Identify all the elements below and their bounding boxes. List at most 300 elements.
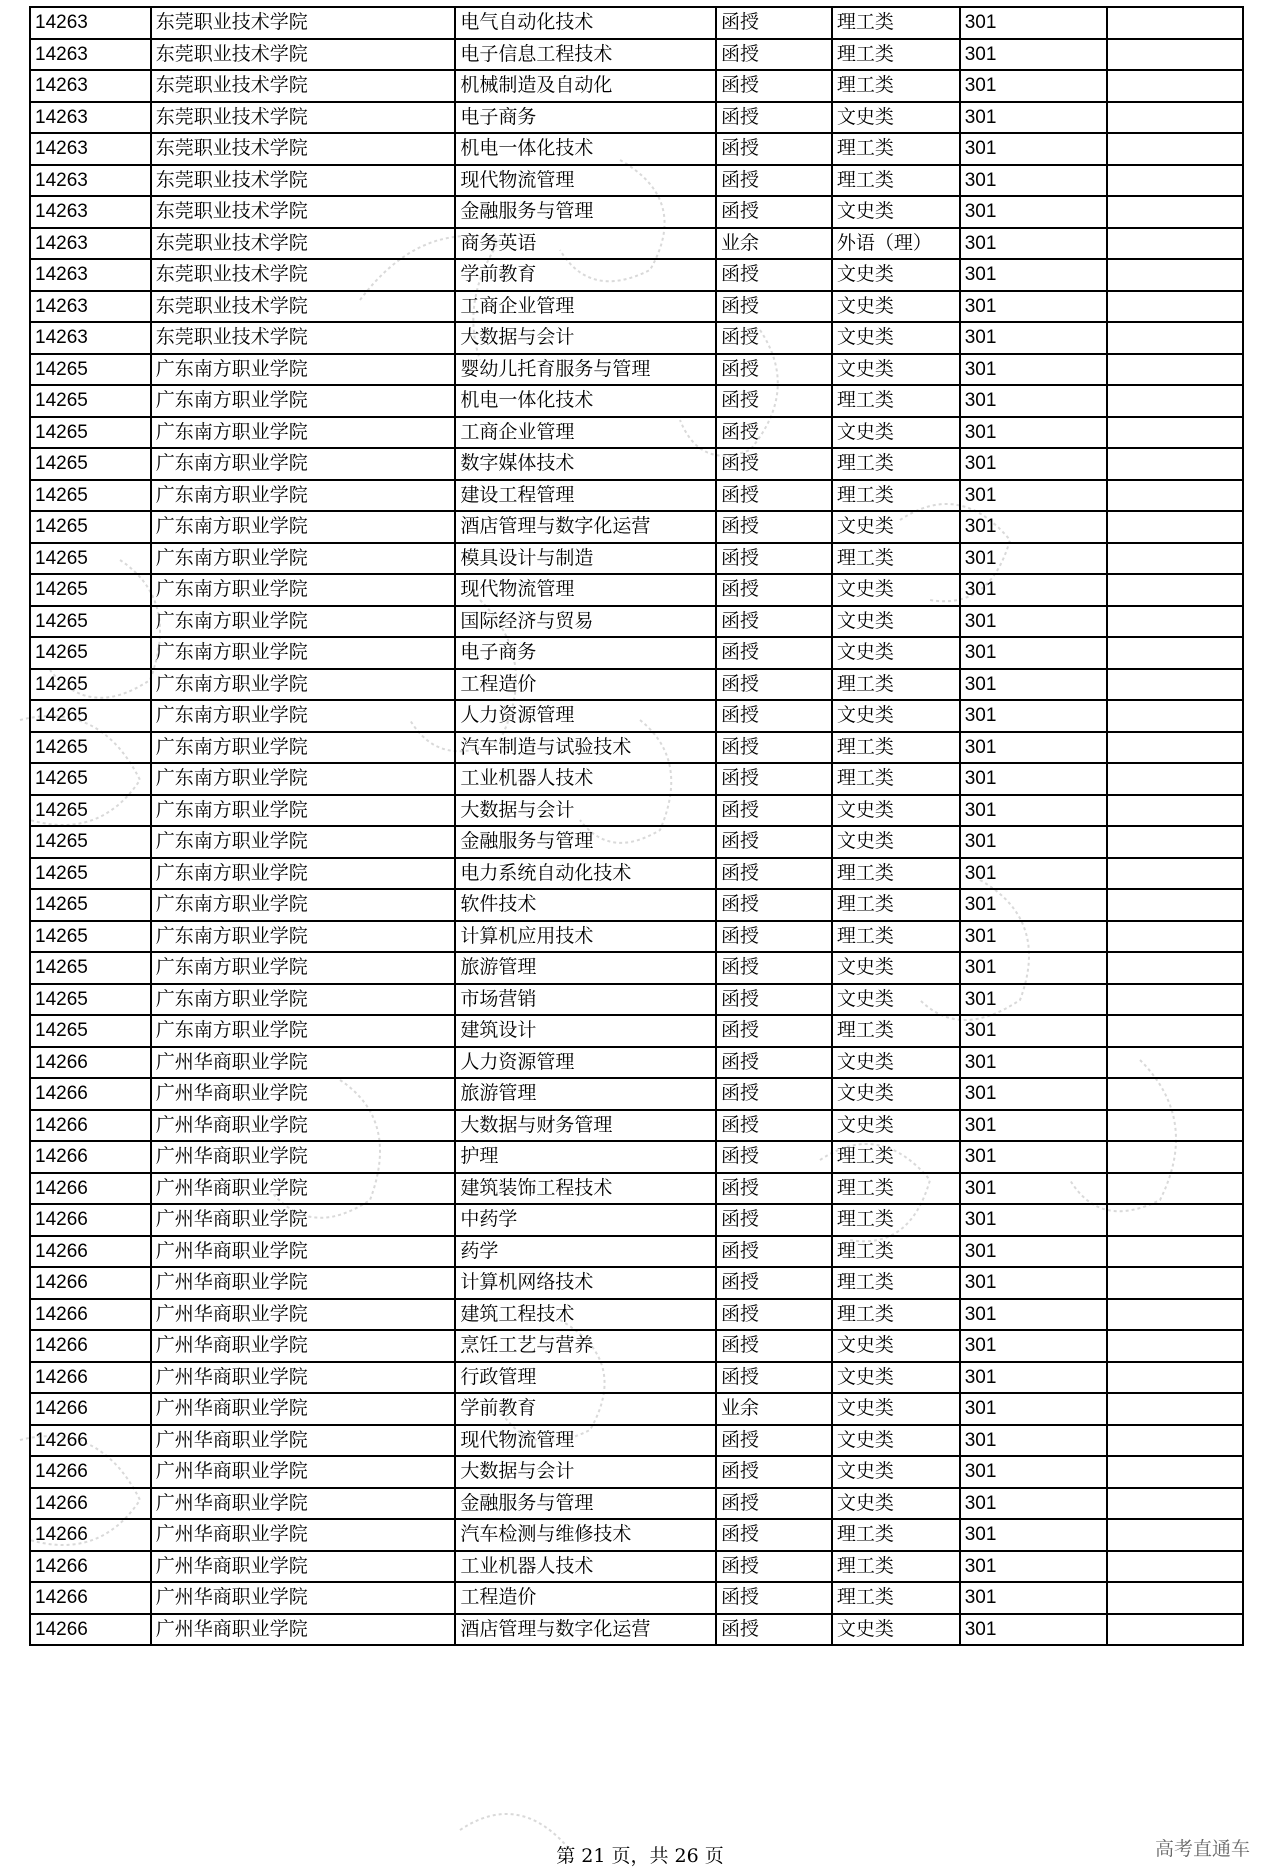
fee-cell: 301 bbox=[960, 1078, 1107, 1110]
table-row bbox=[30, 1393, 1243, 1425]
school-code-cell: 14265 bbox=[30, 795, 151, 827]
fee-cell: 301 bbox=[960, 1488, 1107, 1520]
major-cell: 大数据与会计 bbox=[455, 322, 716, 354]
school-name-cell: 东莞职业技术学院 bbox=[151, 165, 456, 197]
fee-cell: 301 bbox=[960, 354, 1107, 386]
category-cell: 理工类 bbox=[832, 1582, 960, 1614]
note-cell bbox=[1107, 196, 1243, 228]
table-row bbox=[30, 1173, 1243, 1205]
note-cell bbox=[1107, 70, 1243, 102]
note-cell bbox=[1107, 165, 1243, 197]
study-mode-cell: 函授 bbox=[716, 1456, 832, 1488]
study-mode-cell: 函授 bbox=[716, 732, 832, 764]
note-cell bbox=[1107, 291, 1243, 323]
table-row bbox=[30, 952, 1243, 984]
table-row bbox=[30, 1519, 1243, 1551]
major-cell: 建筑装饰工程技术 bbox=[455, 1173, 716, 1205]
major-cell: 烹饪工艺与营养 bbox=[455, 1330, 716, 1362]
study-mode-cell: 函授 bbox=[716, 165, 832, 197]
major-cell: 学前教育 bbox=[455, 259, 716, 291]
major-cell: 工业机器人技术 bbox=[455, 763, 716, 795]
category-cell: 理工类 bbox=[832, 921, 960, 953]
table-row bbox=[30, 480, 1243, 512]
school-name-cell: 广州华商职业学院 bbox=[151, 1204, 456, 1236]
note-cell bbox=[1107, 417, 1243, 449]
school-code-cell: 14266 bbox=[30, 1614, 151, 1646]
table-row bbox=[30, 1204, 1243, 1236]
note-cell bbox=[1107, 1267, 1243, 1299]
table-row bbox=[30, 606, 1243, 638]
major-cell: 大数据与会计 bbox=[455, 795, 716, 827]
study-mode-cell: 函授 bbox=[716, 480, 832, 512]
fee-cell: 301 bbox=[960, 1173, 1107, 1205]
school-code-cell: 14265 bbox=[30, 417, 151, 449]
study-mode-cell: 函授 bbox=[716, 1267, 832, 1299]
category-cell: 理工类 bbox=[832, 39, 960, 71]
category-cell: 理工类 bbox=[832, 385, 960, 417]
school-name-cell: 东莞职业技术学院 bbox=[151, 39, 456, 71]
study-mode-cell: 函授 bbox=[716, 543, 832, 575]
school-name-cell: 广东南方职业学院 bbox=[151, 417, 456, 449]
category-cell: 文史类 bbox=[832, 1425, 960, 1457]
school-name-cell: 广东南方职业学院 bbox=[151, 448, 456, 480]
school-code-cell: 14265 bbox=[30, 448, 151, 480]
school-name-cell: 广东南方职业学院 bbox=[151, 543, 456, 575]
note-cell bbox=[1107, 480, 1243, 512]
fee-cell: 301 bbox=[960, 1141, 1107, 1173]
fee-cell: 301 bbox=[960, 196, 1107, 228]
table-row bbox=[30, 1267, 1243, 1299]
major-cell: 护理 bbox=[455, 1141, 716, 1173]
study-mode-cell: 函授 bbox=[716, 1173, 832, 1205]
major-cell: 工程造价 bbox=[455, 669, 716, 701]
school-name-cell: 广州华商职业学院 bbox=[151, 1362, 456, 1394]
school-code-cell: 14263 bbox=[30, 259, 151, 291]
table-row bbox=[30, 417, 1243, 449]
table-row bbox=[30, 1330, 1243, 1362]
fee-cell: 301 bbox=[960, 700, 1107, 732]
note-cell bbox=[1107, 606, 1243, 638]
table-row bbox=[30, 1236, 1243, 1268]
study-mode-cell: 函授 bbox=[716, 7, 832, 39]
fee-cell: 301 bbox=[960, 637, 1107, 669]
fee-cell: 301 bbox=[960, 1015, 1107, 1047]
category-cell: 文史类 bbox=[832, 1393, 960, 1425]
school-code-cell: 14263 bbox=[30, 133, 151, 165]
school-name-cell: 广州华商职业学院 bbox=[151, 1047, 456, 1079]
category-cell: 文史类 bbox=[832, 417, 960, 449]
fee-cell: 301 bbox=[960, 102, 1107, 134]
school-code-cell: 14266 bbox=[30, 1267, 151, 1299]
table-row bbox=[30, 1488, 1243, 1520]
note-cell bbox=[1107, 1582, 1243, 1614]
school-code-cell: 14265 bbox=[30, 385, 151, 417]
school-code-cell: 14266 bbox=[30, 1425, 151, 1457]
study-mode-cell: 函授 bbox=[716, 984, 832, 1016]
school-code-cell: 14266 bbox=[30, 1047, 151, 1079]
major-cell: 数字媒体技术 bbox=[455, 448, 716, 480]
note-cell bbox=[1107, 637, 1243, 669]
school-code-cell: 14266 bbox=[30, 1488, 151, 1520]
school-name-cell: 广东南方职业学院 bbox=[151, 763, 456, 795]
fee-cell: 301 bbox=[960, 165, 1107, 197]
study-mode-cell: 函授 bbox=[716, 889, 832, 921]
school-name-cell: 广东南方职业学院 bbox=[151, 637, 456, 669]
note-cell bbox=[1107, 952, 1243, 984]
major-cell: 旅游管理 bbox=[455, 1078, 716, 1110]
study-mode-cell: 函授 bbox=[716, 291, 832, 323]
table-row bbox=[30, 1614, 1243, 1646]
note-cell bbox=[1107, 385, 1243, 417]
note-cell bbox=[1107, 259, 1243, 291]
fee-cell: 301 bbox=[960, 228, 1107, 260]
school-name-cell: 广东南方职业学院 bbox=[151, 606, 456, 638]
category-cell: 文史类 bbox=[832, 826, 960, 858]
note-cell bbox=[1107, 448, 1243, 480]
school-code-cell: 14266 bbox=[30, 1456, 151, 1488]
school-name-cell: 东莞职业技术学院 bbox=[151, 228, 456, 260]
fee-cell: 301 bbox=[960, 7, 1107, 39]
table-row bbox=[30, 1078, 1243, 1110]
school-name-cell: 广东南方职业学院 bbox=[151, 984, 456, 1016]
major-cell: 电子商务 bbox=[455, 102, 716, 134]
school-name-cell: 广州华商职业学院 bbox=[151, 1519, 456, 1551]
major-cell: 机电一体化技术 bbox=[455, 385, 716, 417]
study-mode-cell: 函授 bbox=[716, 921, 832, 953]
note-cell bbox=[1107, 1047, 1243, 1079]
fee-cell: 301 bbox=[960, 417, 1107, 449]
note-cell bbox=[1107, 1173, 1243, 1205]
note-cell bbox=[1107, 1299, 1243, 1331]
major-cell: 金融服务与管理 bbox=[455, 1488, 716, 1520]
major-cell: 机械制造及自动化 bbox=[455, 70, 716, 102]
major-cell: 人力资源管理 bbox=[455, 700, 716, 732]
school-name-cell: 广东南方职业学院 bbox=[151, 921, 456, 953]
note-cell bbox=[1107, 1456, 1243, 1488]
category-cell: 文史类 bbox=[832, 102, 960, 134]
study-mode-cell: 函授 bbox=[716, 354, 832, 386]
study-mode-cell: 函授 bbox=[716, 511, 832, 543]
school-code-cell: 14265 bbox=[30, 511, 151, 543]
fee-cell: 301 bbox=[960, 795, 1107, 827]
study-mode-cell: 函授 bbox=[716, 70, 832, 102]
category-cell: 外语（理） bbox=[832, 228, 960, 260]
school-name-cell: 广东南方职业学院 bbox=[151, 354, 456, 386]
major-cell: 金融服务与管理 bbox=[455, 196, 716, 228]
major-cell: 婴幼儿托育服务与管理 bbox=[455, 354, 716, 386]
major-cell: 电力系统自动化技术 bbox=[455, 858, 716, 890]
school-name-cell: 东莞职业技术学院 bbox=[151, 7, 456, 39]
school-name-cell: 东莞职业技术学院 bbox=[151, 291, 456, 323]
table-row bbox=[30, 385, 1243, 417]
fee-cell: 301 bbox=[960, 480, 1107, 512]
study-mode-cell: 函授 bbox=[716, 259, 832, 291]
table-row bbox=[30, 228, 1243, 260]
fee-cell: 301 bbox=[960, 1267, 1107, 1299]
category-cell: 文史类 bbox=[832, 952, 960, 984]
fee-cell: 301 bbox=[960, 511, 1107, 543]
fee-cell: 301 bbox=[960, 385, 1107, 417]
category-cell: 文史类 bbox=[832, 1330, 960, 1362]
category-cell: 理工类 bbox=[832, 1204, 960, 1236]
major-cell: 工商企业管理 bbox=[455, 291, 716, 323]
fee-cell: 301 bbox=[960, 259, 1107, 291]
study-mode-cell: 函授 bbox=[716, 1614, 832, 1646]
major-cell: 计算机应用技术 bbox=[455, 921, 716, 953]
study-mode-cell: 函授 bbox=[716, 1330, 832, 1362]
major-cell: 电气自动化技术 bbox=[455, 7, 716, 39]
study-mode-cell: 函授 bbox=[716, 417, 832, 449]
major-cell: 金融服务与管理 bbox=[455, 826, 716, 858]
school-name-cell: 广州华商职业学院 bbox=[151, 1173, 456, 1205]
study-mode-cell: 函授 bbox=[716, 700, 832, 732]
table-row bbox=[30, 102, 1243, 134]
school-name-cell: 广东南方职业学院 bbox=[151, 480, 456, 512]
school-code-cell: 14265 bbox=[30, 606, 151, 638]
note-cell bbox=[1107, 1110, 1243, 1142]
school-name-cell: 广东南方职业学院 bbox=[151, 511, 456, 543]
category-cell: 理工类 bbox=[832, 858, 960, 890]
table-row bbox=[30, 637, 1243, 669]
study-mode-cell: 函授 bbox=[716, 1236, 832, 1268]
school-name-cell: 东莞职业技术学院 bbox=[151, 196, 456, 228]
category-cell: 理工类 bbox=[832, 1141, 960, 1173]
fee-cell: 301 bbox=[960, 1582, 1107, 1614]
school-code-cell: 14265 bbox=[30, 858, 151, 890]
category-cell: 文史类 bbox=[832, 1078, 960, 1110]
school-code-cell: 14265 bbox=[30, 669, 151, 701]
category-cell: 文史类 bbox=[832, 1110, 960, 1142]
major-cell: 建设工程管理 bbox=[455, 480, 716, 512]
school-name-cell: 东莞职业技术学院 bbox=[151, 133, 456, 165]
major-cell: 工业机器人技术 bbox=[455, 1551, 716, 1583]
school-name-cell: 广州华商职业学院 bbox=[151, 1236, 456, 1268]
school-name-cell: 广东南方职业学院 bbox=[151, 385, 456, 417]
major-cell: 旅游管理 bbox=[455, 952, 716, 984]
school-name-cell: 广东南方职业学院 bbox=[151, 795, 456, 827]
category-cell: 文史类 bbox=[832, 511, 960, 543]
study-mode-cell: 函授 bbox=[716, 574, 832, 606]
table-row bbox=[30, 984, 1243, 1016]
category-cell: 理工类 bbox=[832, 7, 960, 39]
fee-cell: 301 bbox=[960, 1362, 1107, 1394]
category-cell: 文史类 bbox=[832, 1047, 960, 1079]
school-code-cell: 14266 bbox=[30, 1141, 151, 1173]
school-name-cell: 广州华商职业学院 bbox=[151, 1078, 456, 1110]
major-cell: 酒店管理与数字化运营 bbox=[455, 1614, 716, 1646]
school-code-cell: 14263 bbox=[30, 228, 151, 260]
fee-cell: 301 bbox=[960, 70, 1107, 102]
category-cell: 文史类 bbox=[832, 984, 960, 1016]
study-mode-cell: 函授 bbox=[716, 606, 832, 638]
note-cell bbox=[1107, 1614, 1243, 1646]
note-cell bbox=[1107, 1425, 1243, 1457]
category-cell: 理工类 bbox=[832, 1519, 960, 1551]
school-code-cell: 14266 bbox=[30, 1236, 151, 1268]
table-row bbox=[30, 669, 1243, 701]
study-mode-cell: 函授 bbox=[716, 1582, 832, 1614]
major-cell: 大数据与会计 bbox=[455, 1456, 716, 1488]
fee-cell: 301 bbox=[960, 1456, 1107, 1488]
category-cell: 文史类 bbox=[832, 259, 960, 291]
category-cell: 理工类 bbox=[832, 1173, 960, 1205]
school-name-cell: 广州华商职业学院 bbox=[151, 1582, 456, 1614]
school-name-cell: 广州华商职业学院 bbox=[151, 1393, 456, 1425]
table-row bbox=[30, 1456, 1243, 1488]
school-code-cell: 14265 bbox=[30, 700, 151, 732]
category-cell: 文史类 bbox=[832, 1456, 960, 1488]
note-cell bbox=[1107, 1330, 1243, 1362]
fee-cell: 301 bbox=[960, 606, 1107, 638]
table-row bbox=[30, 291, 1243, 323]
note-cell bbox=[1107, 102, 1243, 134]
note-cell bbox=[1107, 1488, 1243, 1520]
note-cell bbox=[1107, 1078, 1243, 1110]
school-name-cell: 广东南方职业学院 bbox=[151, 669, 456, 701]
school-code-cell: 14266 bbox=[30, 1519, 151, 1551]
study-mode-cell: 业余 bbox=[716, 1393, 832, 1425]
school-name-cell: 广东南方职业学院 bbox=[151, 826, 456, 858]
fee-cell: 301 bbox=[960, 1299, 1107, 1331]
table-row bbox=[30, 1425, 1243, 1457]
major-cell: 学前教育 bbox=[455, 1393, 716, 1425]
table-row bbox=[30, 1015, 1243, 1047]
school-code-cell: 14263 bbox=[30, 165, 151, 197]
table-row bbox=[30, 543, 1243, 575]
category-cell: 理工类 bbox=[832, 1267, 960, 1299]
fee-cell: 301 bbox=[960, 732, 1107, 764]
study-mode-cell: 函授 bbox=[716, 1015, 832, 1047]
school-name-cell: 广州华商职业学院 bbox=[151, 1614, 456, 1646]
study-mode-cell: 函授 bbox=[716, 1425, 832, 1457]
school-name-cell: 东莞职业技术学院 bbox=[151, 322, 456, 354]
school-code-cell: 14263 bbox=[30, 70, 151, 102]
school-name-cell: 广东南方职业学院 bbox=[151, 732, 456, 764]
school-name-cell: 广州华商职业学院 bbox=[151, 1141, 456, 1173]
table-row bbox=[30, 196, 1243, 228]
school-code-cell: 14263 bbox=[30, 102, 151, 134]
school-code-cell: 14263 bbox=[30, 7, 151, 39]
major-cell: 电子商务 bbox=[455, 637, 716, 669]
table-row bbox=[30, 826, 1243, 858]
note-cell bbox=[1107, 322, 1243, 354]
note-cell bbox=[1107, 133, 1243, 165]
major-cell: 机电一体化技术 bbox=[455, 133, 716, 165]
category-cell: 理工类 bbox=[832, 732, 960, 764]
school-code-cell: 14266 bbox=[30, 1393, 151, 1425]
table-row bbox=[30, 1551, 1243, 1583]
fee-cell: 301 bbox=[960, 1614, 1107, 1646]
table-row bbox=[30, 795, 1243, 827]
school-code-cell: 14266 bbox=[30, 1362, 151, 1394]
major-cell: 汽车制造与试验技术 bbox=[455, 732, 716, 764]
note-cell bbox=[1107, 700, 1243, 732]
school-code-cell: 14263 bbox=[30, 291, 151, 323]
study-mode-cell: 函授 bbox=[716, 1519, 832, 1551]
school-code-cell: 14265 bbox=[30, 354, 151, 386]
page-number: 第 21 页，共 26 页 bbox=[556, 1845, 724, 1867]
category-cell: 文史类 bbox=[832, 322, 960, 354]
school-name-cell: 广州华商职业学院 bbox=[151, 1456, 456, 1488]
major-cell: 人力资源管理 bbox=[455, 1047, 716, 1079]
major-cell: 商务英语 bbox=[455, 228, 716, 260]
category-cell: 文史类 bbox=[832, 795, 960, 827]
school-code-cell: 14265 bbox=[30, 1015, 151, 1047]
table-row bbox=[30, 732, 1243, 764]
study-mode-cell: 函授 bbox=[716, 196, 832, 228]
study-mode-cell: 函授 bbox=[716, 669, 832, 701]
note-cell bbox=[1107, 543, 1243, 575]
table-row bbox=[30, 1362, 1243, 1394]
note-cell bbox=[1107, 921, 1243, 953]
study-mode-cell: 函授 bbox=[716, 1141, 832, 1173]
study-mode-cell: 函授 bbox=[716, 795, 832, 827]
study-mode-cell: 函授 bbox=[716, 637, 832, 669]
note-cell bbox=[1107, 732, 1243, 764]
note-cell bbox=[1107, 795, 1243, 827]
note-cell bbox=[1107, 984, 1243, 1016]
table-row bbox=[30, 39, 1243, 71]
category-cell: 理工类 bbox=[832, 133, 960, 165]
study-mode-cell: 函授 bbox=[716, 322, 832, 354]
table-row bbox=[30, 889, 1243, 921]
table-row bbox=[30, 1047, 1243, 1079]
note-cell bbox=[1107, 1204, 1243, 1236]
study-mode-cell: 函授 bbox=[716, 1078, 832, 1110]
study-mode-cell: 函授 bbox=[716, 1047, 832, 1079]
school-code-cell: 14266 bbox=[30, 1551, 151, 1583]
school-code-cell: 14266 bbox=[30, 1078, 151, 1110]
table-row bbox=[30, 70, 1243, 102]
table-row bbox=[30, 448, 1243, 480]
category-cell: 理工类 bbox=[832, 889, 960, 921]
major-cell: 汽车检测与维修技术 bbox=[455, 1519, 716, 1551]
fee-cell: 301 bbox=[960, 1047, 1107, 1079]
category-cell: 理工类 bbox=[832, 669, 960, 701]
table-row bbox=[30, 1141, 1243, 1173]
fee-cell: 301 bbox=[960, 1519, 1107, 1551]
school-name-cell: 广州华商职业学院 bbox=[151, 1330, 456, 1362]
study-mode-cell: 函授 bbox=[716, 1110, 832, 1142]
note-cell bbox=[1107, 669, 1243, 701]
study-mode-cell: 函授 bbox=[716, 1551, 832, 1583]
school-name-cell: 广东南方职业学院 bbox=[151, 1015, 456, 1047]
major-cell: 国际经济与贸易 bbox=[455, 606, 716, 638]
note-cell bbox=[1107, 574, 1243, 606]
school-code-cell: 14265 bbox=[30, 480, 151, 512]
school-code-cell: 14265 bbox=[30, 921, 151, 953]
table-row bbox=[30, 763, 1243, 795]
school-code-cell: 14265 bbox=[30, 732, 151, 764]
school-name-cell: 广州华商职业学院 bbox=[151, 1551, 456, 1583]
school-name-cell: 东莞职业技术学院 bbox=[151, 70, 456, 102]
fee-cell: 301 bbox=[960, 1551, 1107, 1583]
fee-cell: 301 bbox=[960, 826, 1107, 858]
school-name-cell: 广东南方职业学院 bbox=[151, 952, 456, 984]
study-mode-cell: 函授 bbox=[716, 952, 832, 984]
table-row bbox=[30, 259, 1243, 291]
fee-cell: 301 bbox=[960, 39, 1107, 71]
school-name-cell: 广东南方职业学院 bbox=[151, 889, 456, 921]
note-cell bbox=[1107, 1551, 1243, 1583]
major-cell: 现代物流管理 bbox=[455, 165, 716, 197]
fee-cell: 301 bbox=[960, 1204, 1107, 1236]
category-cell: 理工类 bbox=[832, 1551, 960, 1583]
category-cell: 文史类 bbox=[832, 291, 960, 323]
fee-cell: 301 bbox=[960, 763, 1107, 795]
school-code-cell: 14265 bbox=[30, 889, 151, 921]
school-code-cell: 14265 bbox=[30, 574, 151, 606]
